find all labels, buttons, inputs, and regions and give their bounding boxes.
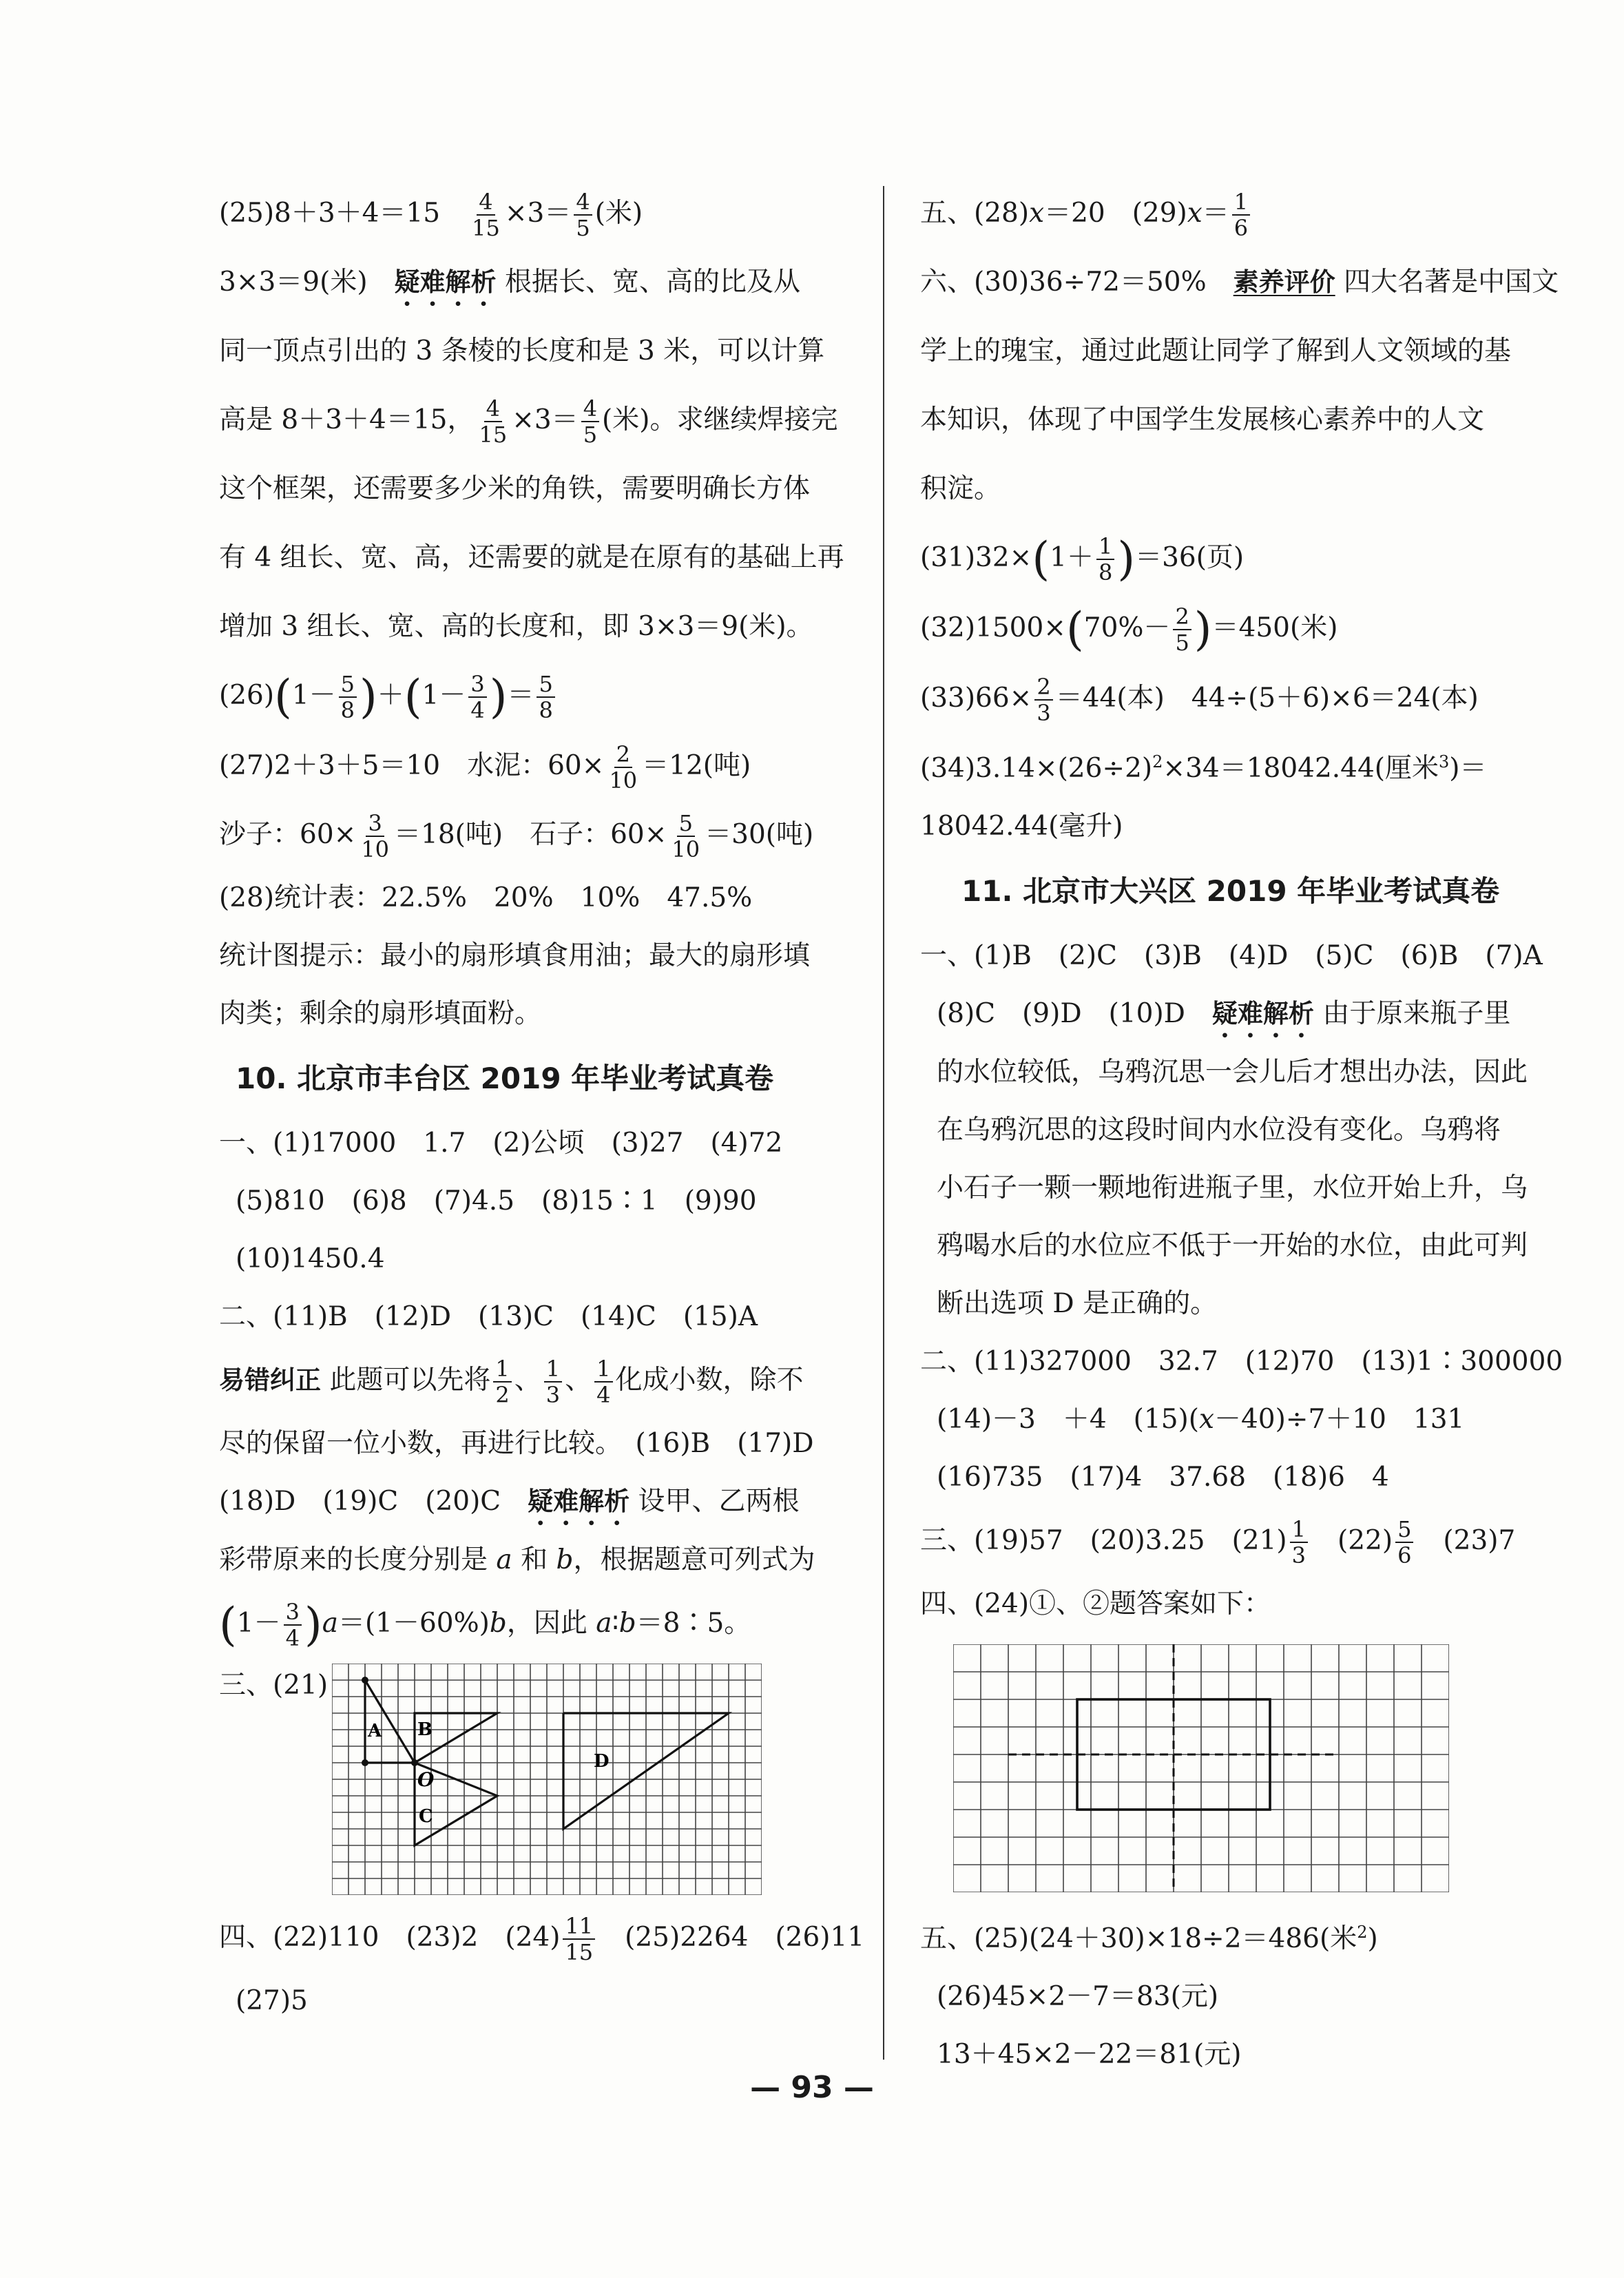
text-line: 这个框架，还需要多少米的角铁，需要明确长方体 [219, 473, 811, 504]
answer-27-line [219, 732, 866, 800]
text-line: 同一顶点引出的 3 条棱的长度和是 3 米，可以计算 [219, 335, 825, 366]
fraction [594, 1356, 612, 1407]
text: ，根据题意可列式为 [573, 1544, 815, 1575]
denominator: 15 [472, 215, 500, 241]
part-6-line [920, 248, 1559, 317]
fraction [581, 396, 599, 447]
text: ＝8∶5。 [636, 1608, 751, 1639]
numerator: 4 [581, 396, 599, 422]
numerator: 4 [477, 189, 495, 216]
fraction [544, 1356, 562, 1407]
text: ＝450(米) [1211, 612, 1338, 643]
text: (米) [594, 198, 643, 229]
part-1-line: (10)1450.4 [236, 1243, 385, 1274]
label-a: A [368, 1721, 382, 1741]
denominator: 4 [285, 1625, 300, 1651]
text: (33)66× [920, 683, 1032, 714]
part-1-line: 一、(1)B (2)C (3)B (4)D (5)C (6)B (7)A [920, 940, 1543, 971]
denominator: 2 [495, 1382, 510, 1408]
text-line [219, 1473, 866, 1531]
analysis-tag: 疑难解析 [1211, 999, 1314, 1028]
text: ＝18(吨) 石子：60× [394, 819, 667, 850]
grid-figure-21 [332, 1664, 762, 1895]
denominator: 8 [340, 697, 355, 723]
fraction [563, 1914, 595, 1965]
fraction [1395, 1517, 1413, 1568]
fraction [339, 672, 357, 723]
numerator: 5 [1395, 1517, 1413, 1543]
numerator: 2 [1173, 604, 1191, 630]
variable: a [322, 1608, 338, 1639]
text: 沙子：60× [219, 819, 357, 850]
analysis-tag: 疑难解析 [528, 1487, 630, 1516]
error-correction-line [219, 1346, 866, 1415]
grid-point [362, 1759, 368, 1766]
text: 六、(30)36÷72＝50% [920, 267, 1233, 298]
superscript: 2 [1357, 1923, 1368, 1942]
text: (27)2＋3＋5＝10 水泥：60× [219, 750, 605, 781]
fraction [470, 189, 502, 240]
text: 1－ [421, 680, 466, 711]
text: 四、(22)110 (23)2 (24) [219, 1922, 561, 1953]
text: 1－ [236, 1608, 281, 1639]
grid-figure-24 [953, 1644, 1449, 1892]
left-column [219, 179, 866, 2030]
part-2-line [920, 1391, 1499, 1449]
part-5-line: (26)45×2－7＝83(元) [937, 1981, 1219, 2012]
text-line: 学上的瑰宝，通过此题让同学了解到人文领域的基 [920, 335, 1512, 366]
denominator: 10 [361, 836, 390, 862]
text: ∶ [612, 1608, 619, 1639]
numerator: 1 [1290, 1517, 1308, 1543]
part-1-line [920, 985, 1511, 1044]
text: (31)32× [920, 542, 1032, 573]
text: (25)8＋3＋4＝15 [219, 198, 468, 229]
text: ＝ [1202, 198, 1229, 229]
superscript: 3 [1439, 752, 1450, 772]
denominator: 5 [583, 422, 598, 448]
text-line: 统计图提示：最小的扇形填食用油；最大的扇形填 [219, 940, 811, 971]
text: ×34＝18042.44(厘米 [1163, 753, 1439, 784]
text: 根据长、宽、高的比及从 [496, 267, 800, 298]
denominator: 8 [1098, 559, 1113, 586]
text: ＋ [377, 680, 404, 711]
text: 彩带原来的长度分别是 [219, 1544, 497, 1575]
text: )＝ [1449, 753, 1487, 784]
text: 三、(19)57 (20)3.25 (21) [920, 1525, 1287, 1556]
section-heading-11: 11. 北京市大兴区 2019 年毕业考试真卷 [961, 874, 1500, 908]
paren: ( [404, 670, 422, 723]
denominator: 3 [1037, 700, 1051, 726]
text: 高是 8＋3＋4＝15， [219, 404, 475, 435]
text: 四大名著是中国文 [1335, 267, 1559, 298]
text-line: 肉类；剩余的扇形填面粉。 [219, 998, 542, 1029]
text-line: 的水位较低，乌鸦沉思一会儿后才想出办法，因此 [937, 1057, 1528, 1088]
text-line: 积淀。 [920, 473, 1001, 504]
text-line: 在乌鸦沉思的这段时间内水位没有变化。乌鸦将 [937, 1115, 1501, 1146]
paren: ( [219, 1598, 237, 1651]
variable: x [1029, 198, 1045, 229]
part-2-line: (16)735 (17)4 37.68 (18)6 4 [937, 1462, 1389, 1493]
text: ＝(1－60%) [337, 1608, 490, 1639]
text: 三、(21) [219, 1670, 329, 1701]
numerator: 3 [284, 1599, 302, 1626]
numerator: 2 [1034, 674, 1052, 701]
numerator: 11 [563, 1914, 595, 1940]
text: ＝20 (29) [1044, 198, 1187, 229]
label-b: B [417, 1719, 433, 1740]
literacy-evaluation-tag: 素养评价 [1233, 267, 1335, 297]
part-5-line [920, 1903, 1499, 1968]
part-4-line: 四、(24)①、②题答案如下： [920, 1588, 1271, 1619]
label-o: O [417, 1768, 435, 1791]
text: 1＋ [1050, 542, 1094, 573]
part-2-line: 二、(11)327000 32.7 (12)70 (13)1∶300000 [920, 1346, 1563, 1377]
text: (34)3.14×(26÷2) [920, 753, 1153, 784]
text: 设甲、乙两根 [629, 1486, 800, 1517]
text-line: 小石子一颗一颗地衔进瓶子里，水位开始上升，乌 [937, 1172, 1528, 1203]
text: 和 [512, 1544, 556, 1575]
fraction [477, 396, 509, 447]
text: 由于原来瓶子里 [1313, 998, 1511, 1029]
denominator: 10 [609, 767, 638, 794]
numerator: 3 [468, 672, 486, 698]
paren: ( [1066, 603, 1084, 656]
denominator: 3 [1291, 1542, 1306, 1568]
text: (18)D (19)C (20)C [219, 1486, 528, 1517]
label-d: D [594, 1751, 610, 1772]
fraction [493, 1356, 511, 1407]
text: 此题可以先将 [321, 1365, 491, 1396]
fraction [284, 1599, 302, 1650]
text: ×3＝ [504, 198, 572, 229]
text: ＝12(吨) [642, 750, 751, 781]
fraction [468, 672, 486, 723]
text-line: 鸦喝水后的水位应不低于一开始的水位，由此可判 [937, 1230, 1528, 1261]
answer-34-line [920, 733, 1499, 798]
denominator: 6 [1233, 215, 1249, 241]
superscript: 2 [1152, 752, 1163, 772]
text: 、 [514, 1365, 541, 1396]
text: (32)1500× [920, 612, 1066, 643]
numerator: 1 [544, 1356, 562, 1383]
part-4-line: (27)5 [236, 1985, 308, 2016]
fraction [1290, 1517, 1308, 1568]
answer-32-line [920, 594, 1499, 664]
fraction [1173, 604, 1191, 655]
answer-27-line-2 [219, 800, 866, 869]
text: (8)C (9)D (10)D [937, 998, 1212, 1029]
part-5-line [920, 179, 1499, 248]
text-line: 有 4 组长、宽、高，还需要的就是在原有的基础上再 [219, 542, 844, 573]
paren: ) [489, 670, 508, 723]
denominator: 5 [576, 215, 590, 241]
paren: ) [304, 1598, 322, 1651]
column-divider [883, 186, 884, 2060]
text: 70%－ [1083, 612, 1171, 643]
page-number: — 93 — [750, 2070, 874, 2105]
part-3-line [920, 1506, 1516, 1575]
label-c: C [419, 1806, 433, 1827]
fraction [537, 672, 554, 723]
text: ＝44(本) 44÷(5＋6)×6＝24(本) [1055, 683, 1479, 714]
numerator: 1 [1232, 189, 1250, 216]
denominator: 4 [596, 1382, 611, 1408]
part-2-line: 二、(11)B (12)D (13)C (14)C (15)A [219, 1301, 758, 1332]
fraction [1232, 189, 1250, 240]
text-line: 增加 3 组长、宽、高的长度和，即 3×3＝9(米)。 [219, 611, 813, 642]
text-line: 尽的保留一位小数，再进行比较。 (16)B (17)D [219, 1428, 814, 1459]
section-heading-10: 10. 北京市丰台区 2019 年毕业考试真卷 [236, 1062, 774, 1095]
text: ＝30(吨) [705, 819, 814, 850]
text: ＝ [507, 680, 534, 711]
variable: a [496, 1544, 512, 1575]
variable: b [556, 1544, 574, 1575]
numerator: 4 [574, 189, 592, 216]
denominator: 3 [545, 1382, 561, 1408]
fraction [574, 189, 592, 240]
grid-lines [332, 1664, 762, 1895]
text: (米)。求继续焊接完 [602, 404, 838, 435]
text: 化成小数，除不 [615, 1365, 804, 1396]
text: 五、(28) [920, 198, 1030, 229]
paren: ) [360, 670, 377, 723]
text: (25)2264 (26)11 [598, 1922, 865, 1953]
text: (26) [219, 680, 275, 711]
numerator: 1 [594, 1356, 612, 1383]
text: (23)7 [1416, 1525, 1516, 1556]
variable: x [1198, 1404, 1214, 1435]
right-column [920, 179, 1563, 2084]
denominator: 15 [479, 422, 508, 448]
error-correction-tag: 易错纠正 [219, 1365, 321, 1395]
answer-25-line [219, 179, 866, 248]
numerator: 4 [484, 396, 502, 422]
part-5-line: 13＋45×2－22＝81(元) [937, 2039, 1242, 2070]
text: 、 [565, 1365, 592, 1396]
text: (14)－3 ＋4 (15)( [937, 1404, 1199, 1435]
text: 1－ [291, 680, 336, 711]
text: ，因此 [506, 1608, 596, 1639]
numerator: 3 [366, 811, 384, 837]
analysis-tag: 疑难解析 [394, 267, 497, 297]
grid-lines [953, 1644, 1449, 1892]
text-line [219, 386, 866, 455]
denominator: 8 [539, 697, 553, 723]
grid-point [362, 1677, 368, 1684]
part-1-line: (5)810 (6)8 (7)4.5 (8)15∶1 (9)90 [236, 1185, 757, 1216]
equation-line [219, 1589, 866, 1659]
fraction [1034, 674, 1052, 725]
fraction [607, 742, 639, 793]
text: ×3＝ [512, 404, 579, 435]
answer-25-analysis [219, 248, 866, 317]
denominator: 4 [470, 697, 485, 723]
answer-26-line [219, 661, 866, 732]
denominator: 6 [1397, 1542, 1412, 1568]
text: ＝36(页) [1135, 542, 1245, 573]
answer-31-line [920, 524, 1499, 594]
part-1-line: 一、(1)17000 1.7 (2)公顷 (3)27 (4)72 [219, 1128, 783, 1159]
denominator: 5 [1175, 630, 1189, 656]
numerator: 2 [614, 742, 632, 768]
text-line [219, 1531, 866, 1589]
paren: ( [274, 670, 292, 723]
variable: b [489, 1608, 507, 1639]
text: －40)÷7＋10 131 [1214, 1404, 1465, 1435]
text-line: 本知识，体现了中国学生发展核心素养中的人文 [920, 404, 1485, 435]
denominator: 15 [565, 1939, 594, 1965]
answer-28-line: (28)统计表：22.5% 20% 10% 47.5% [219, 882, 753, 913]
paren: ) [1194, 603, 1212, 656]
text: (22) [1311, 1525, 1393, 1556]
denominator: 10 [672, 836, 700, 862]
text-line: 18042.44(毫升) [920, 811, 1123, 842]
paren: ( [1032, 532, 1050, 586]
text: 五、(25)(24＋30)×18÷2＝486(米 [920, 1923, 1357, 1954]
part-3-figure-line [219, 1664, 866, 1895]
variable: a [596, 1608, 612, 1639]
variable: x [1187, 198, 1203, 229]
fraction [1096, 534, 1114, 585]
fraction [359, 811, 391, 862]
part-4-line [219, 1903, 866, 1972]
fraction [669, 811, 702, 862]
numerator: 5 [339, 672, 357, 698]
point-o [411, 1759, 418, 1766]
numerator: 1 [493, 1356, 511, 1383]
text: 3×3＝9(米) [219, 267, 395, 298]
paren: ) [1117, 532, 1136, 586]
numerator: 5 [677, 811, 695, 837]
text: ) [1367, 1923, 1378, 1954]
text-line: 断出选项 D 是正确的。 [937, 1288, 1218, 1319]
answer-33-line [920, 664, 1499, 733]
variable: b [618, 1608, 636, 1639]
numerator: 5 [537, 672, 554, 698]
numerator: 1 [1096, 534, 1114, 560]
